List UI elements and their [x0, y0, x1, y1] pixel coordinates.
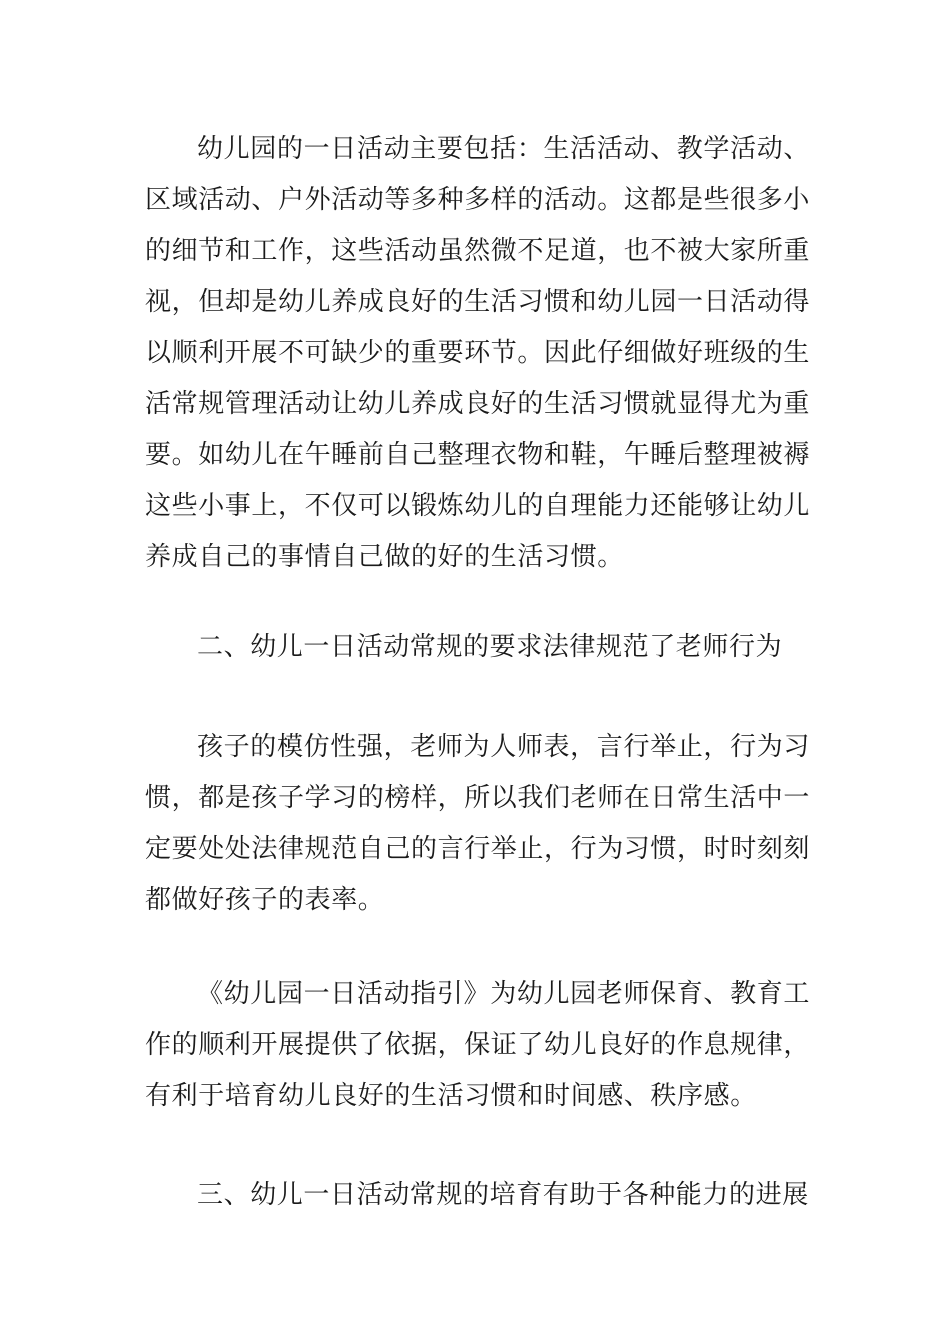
paragraph-teacher-example: 孩子的模仿性强，老师为人师表，言行举止，行为习惯，都是孩子学习的榜样，所以我们老师在日常生活中一定要处处法律规范自己的言行举止，行为习惯，时时刻刻都做好孩子的表率。	[145, 732, 811, 915]
paragraph-daily-activities: 幼儿园的一日活动主要包括：生活活动、教学活动、区域活动、户外活动等多种多样的活动。这都是些很多小的细节和工作，这些活动虽然微不足道，也不被大家所重视，但却是幼儿养成良好的生活习惯和幼儿园一日活动得以顺利开展不可缺少的重要环节。因此仔细做好班级的生活常规管理活动让幼儿养成良好的生活习惯就显得尤为重要。如幼儿在午睡前自己整理衣物和鞋，午睡后整理被褥这些小事上，不仅可以锻炼幼儿的自理能力还能够让幼儿养成自己的事情自己做的好的生活习惯。	[145, 134, 811, 572]
paragraph-activity-guide: 《幼儿园一日活动指引》为幼儿园老师保育、教育工作的顺利开展提供了依据，保证了幼儿良好的作息规律，有利于培育幼儿良好的生活习惯和时间感、秩序感。	[145, 979, 811, 1111]
section-heading-two: 二、幼儿一日活动常规的要求法律规范了老师行为	[197, 632, 783, 662]
section-heading-three: 三、幼儿一日活动常规的培育有助于各种能力的进展	[197, 1180, 809, 1210]
